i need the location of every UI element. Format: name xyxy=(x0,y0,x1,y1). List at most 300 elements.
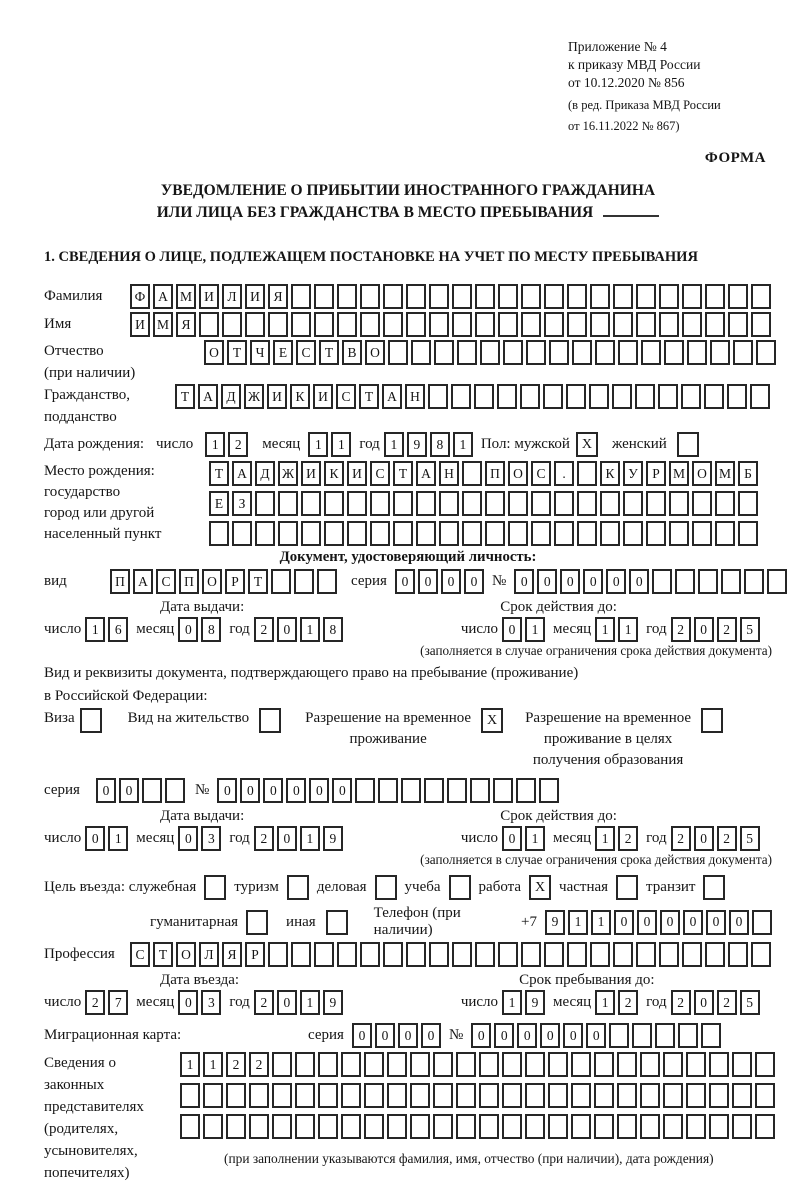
char-cell[interactable] xyxy=(738,521,758,546)
char-cell[interactable] xyxy=(209,521,229,546)
char-cell[interactable] xyxy=(474,384,494,409)
char-cell[interactable] xyxy=(337,942,357,967)
char-cell[interactable] xyxy=(433,1052,453,1077)
char-cell[interactable]: Е xyxy=(273,340,293,365)
char-cell[interactable] xyxy=(595,340,615,365)
char-cell[interactable]: 1 xyxy=(618,617,638,642)
char-cell[interactable] xyxy=(428,384,448,409)
char-cell[interactable] xyxy=(387,1083,407,1108)
char-cell[interactable] xyxy=(750,384,770,409)
char-cell[interactable]: 5 xyxy=(740,617,760,642)
char-cell[interactable] xyxy=(705,284,725,309)
char-cell[interactable] xyxy=(571,1114,591,1139)
char-cell[interactable]: С xyxy=(130,942,150,967)
char-cell[interactable] xyxy=(727,384,747,409)
char-cell[interactable] xyxy=(709,1114,729,1139)
char-cell[interactable] xyxy=(600,491,620,516)
char-cell[interactable] xyxy=(709,1083,729,1108)
char-cell[interactable] xyxy=(271,569,291,594)
char-cell[interactable]: С xyxy=(336,384,356,409)
char-cell[interactable]: 0 xyxy=(494,1023,514,1048)
char-cell[interactable] xyxy=(732,1114,752,1139)
char-cell[interactable] xyxy=(226,1114,246,1139)
char-cell[interactable]: Р xyxy=(245,942,265,967)
char-cell[interactable] xyxy=(278,491,298,516)
char-cell[interactable] xyxy=(502,1083,522,1108)
char-cell[interactable]: О xyxy=(202,569,222,594)
char-cell[interactable]: 1 xyxy=(108,826,128,851)
char-cell[interactable]: Н xyxy=(405,384,425,409)
visa-checkbox[interactable] xyxy=(80,708,102,733)
char-cell[interactable]: 0 xyxy=(332,778,352,803)
char-cell[interactable] xyxy=(360,942,380,967)
char-cell[interactable] xyxy=(594,1052,614,1077)
char-cell[interactable]: М xyxy=(176,284,196,309)
char-cell[interactable]: А xyxy=(198,384,218,409)
char-cell[interactable] xyxy=(525,1083,545,1108)
char-cell[interactable] xyxy=(255,491,275,516)
char-cell[interactable] xyxy=(692,521,712,546)
char-cell[interactable] xyxy=(355,778,375,803)
char-cell[interactable] xyxy=(715,521,735,546)
char-cell[interactable] xyxy=(222,312,242,337)
char-cell[interactable] xyxy=(272,1083,292,1108)
char-cell[interactable] xyxy=(249,1083,269,1108)
char-cell[interactable] xyxy=(456,1083,476,1108)
char-cell[interactable] xyxy=(617,1114,637,1139)
char-cell[interactable] xyxy=(508,491,528,516)
char-cell[interactable]: А xyxy=(232,461,252,486)
char-cell[interactable] xyxy=(623,521,643,546)
char-cell[interactable] xyxy=(751,284,771,309)
char-cell[interactable]: 0 xyxy=(286,778,306,803)
char-cell[interactable] xyxy=(571,1083,591,1108)
char-cell[interactable] xyxy=(245,312,265,337)
char-cell[interactable] xyxy=(387,1114,407,1139)
char-cell[interactable] xyxy=(406,942,426,967)
purpose-humanitarian-checkbox[interactable] xyxy=(246,910,268,935)
char-cell[interactable]: Л xyxy=(199,942,219,967)
char-cell[interactable]: 0 xyxy=(263,778,283,803)
char-cell[interactable]: Я xyxy=(222,942,242,967)
sex-male-checkbox[interactable]: X xyxy=(576,432,598,457)
char-cell[interactable] xyxy=(314,942,334,967)
char-cell[interactable] xyxy=(232,521,252,546)
char-cell[interactable]: К xyxy=(290,384,310,409)
char-cell[interactable]: 2 xyxy=(618,826,638,851)
char-cell[interactable]: 0 xyxy=(606,569,626,594)
char-cell[interactable]: 0 xyxy=(694,617,714,642)
char-cell[interactable]: И xyxy=(130,312,150,337)
char-cell[interactable]: Д xyxy=(255,461,275,486)
char-cell[interactable]: С xyxy=(370,461,390,486)
char-cell[interactable] xyxy=(613,942,633,967)
char-cell[interactable]: 7 xyxy=(108,990,128,1015)
char-cell[interactable] xyxy=(686,1114,706,1139)
char-cell[interactable] xyxy=(709,1052,729,1077)
char-cell[interactable] xyxy=(572,340,592,365)
char-cell[interactable] xyxy=(756,340,776,365)
char-cell[interactable]: 0 xyxy=(398,1023,418,1048)
char-cell[interactable]: 0 xyxy=(517,1023,537,1048)
char-cell[interactable] xyxy=(715,491,735,516)
char-cell[interactable]: 9 xyxy=(525,990,545,1015)
char-cell[interactable] xyxy=(480,340,500,365)
char-cell[interactable]: 0 xyxy=(563,1023,583,1048)
char-cell[interactable]: О xyxy=(176,942,196,967)
char-cell[interactable] xyxy=(272,1114,292,1139)
char-cell[interactable] xyxy=(364,1114,384,1139)
char-cell[interactable] xyxy=(544,284,564,309)
char-cell[interactable]: 0 xyxy=(464,569,484,594)
char-cell[interactable] xyxy=(571,1052,591,1077)
char-cell[interactable] xyxy=(613,312,633,337)
char-cell[interactable] xyxy=(655,1023,675,1048)
char-cell[interactable]: 0 xyxy=(583,569,603,594)
char-cell[interactable]: 1 xyxy=(300,826,320,851)
char-cell[interactable] xyxy=(479,1114,499,1139)
char-cell[interactable] xyxy=(682,942,702,967)
char-cell[interactable] xyxy=(678,1023,698,1048)
char-cell[interactable]: К xyxy=(600,461,620,486)
char-cell[interactable]: 1 xyxy=(384,432,404,457)
char-cell[interactable]: 0 xyxy=(729,910,749,935)
char-cell[interactable]: 2 xyxy=(671,617,691,642)
char-cell[interactable]: 2 xyxy=(618,990,638,1015)
char-cell[interactable]: 2 xyxy=(717,990,737,1015)
char-cell[interactable] xyxy=(301,521,321,546)
char-cell[interactable] xyxy=(531,491,551,516)
char-cell[interactable]: И xyxy=(301,461,321,486)
char-cell[interactable]: С xyxy=(296,340,316,365)
char-cell[interactable] xyxy=(475,312,495,337)
char-cell[interactable]: 1 xyxy=(591,910,611,935)
char-cell[interactable] xyxy=(347,491,367,516)
char-cell[interactable] xyxy=(728,312,748,337)
char-cell[interactable] xyxy=(203,1083,223,1108)
char-cell[interactable] xyxy=(520,384,540,409)
char-cell[interactable]: 2 xyxy=(254,617,274,642)
char-cell[interactable]: 0 xyxy=(537,569,557,594)
char-cell[interactable] xyxy=(485,491,505,516)
char-cell[interactable] xyxy=(635,384,655,409)
char-cell[interactable]: 1 xyxy=(331,432,351,457)
char-cell[interactable] xyxy=(641,340,661,365)
char-cell[interactable] xyxy=(249,1114,269,1139)
char-cell[interactable]: 3 xyxy=(201,990,221,1015)
purpose-work-checkbox[interactable]: X xyxy=(529,875,551,900)
char-cell[interactable] xyxy=(360,284,380,309)
char-cell[interactable] xyxy=(341,1052,361,1077)
char-cell[interactable] xyxy=(341,1114,361,1139)
char-cell[interactable] xyxy=(429,942,449,967)
char-cell[interactable] xyxy=(456,1114,476,1139)
char-cell[interactable] xyxy=(337,284,357,309)
char-cell[interactable] xyxy=(567,312,587,337)
char-cell[interactable] xyxy=(295,1083,315,1108)
char-cell[interactable]: 2 xyxy=(226,1052,246,1077)
char-cell[interactable] xyxy=(318,1114,338,1139)
char-cell[interactable] xyxy=(324,521,344,546)
char-cell[interactable] xyxy=(410,1052,430,1077)
char-cell[interactable] xyxy=(388,340,408,365)
char-cell[interactable]: И xyxy=(245,284,265,309)
char-cell[interactable] xyxy=(525,1114,545,1139)
char-cell[interactable] xyxy=(554,521,574,546)
char-cell[interactable]: 2 xyxy=(254,826,274,851)
char-cell[interactable] xyxy=(516,778,536,803)
char-cell[interactable] xyxy=(567,942,587,967)
char-cell[interactable]: Л xyxy=(222,284,242,309)
char-cell[interactable]: Т xyxy=(227,340,247,365)
char-cell[interactable] xyxy=(752,910,772,935)
char-cell[interactable]: И xyxy=(199,284,219,309)
char-cell[interactable] xyxy=(525,1052,545,1077)
char-cell[interactable] xyxy=(462,521,482,546)
char-cell[interactable] xyxy=(393,521,413,546)
char-cell[interactable]: 0 xyxy=(694,990,714,1015)
char-cell[interactable] xyxy=(544,942,564,967)
char-cell[interactable]: Т xyxy=(359,384,379,409)
char-cell[interactable]: 0 xyxy=(706,910,726,935)
char-cell[interactable]: 1 xyxy=(205,432,225,457)
char-cell[interactable]: 2 xyxy=(717,826,737,851)
char-cell[interactable] xyxy=(721,569,741,594)
char-cell[interactable] xyxy=(410,1083,430,1108)
char-cell[interactable] xyxy=(314,284,334,309)
char-cell[interactable]: 0 xyxy=(178,990,198,1015)
char-cell[interactable] xyxy=(498,312,518,337)
char-cell[interactable]: 5 xyxy=(740,990,760,1015)
char-cell[interactable] xyxy=(664,340,684,365)
char-cell[interactable] xyxy=(406,312,426,337)
char-cell[interactable] xyxy=(526,340,546,365)
char-cell[interactable] xyxy=(548,1083,568,1108)
char-cell[interactable]: А xyxy=(382,384,402,409)
char-cell[interactable] xyxy=(411,340,431,365)
char-cell[interactable] xyxy=(401,778,421,803)
char-cell[interactable]: 1 xyxy=(300,990,320,1015)
char-cell[interactable]: 0 xyxy=(441,569,461,594)
char-cell[interactable] xyxy=(452,284,472,309)
char-cell[interactable] xyxy=(291,284,311,309)
char-cell[interactable] xyxy=(142,778,162,803)
char-cell[interactable]: 8 xyxy=(201,617,221,642)
char-cell[interactable]: Е xyxy=(209,491,229,516)
char-cell[interactable]: 8 xyxy=(323,617,343,642)
char-cell[interactable]: П xyxy=(179,569,199,594)
char-cell[interactable]: И xyxy=(267,384,287,409)
char-cell[interactable]: 2 xyxy=(717,617,737,642)
char-cell[interactable] xyxy=(294,569,314,594)
char-cell[interactable] xyxy=(548,1114,568,1139)
char-cell[interactable] xyxy=(600,521,620,546)
char-cell[interactable]: Ч xyxy=(250,340,270,365)
char-cell[interactable] xyxy=(434,340,454,365)
char-cell[interactable] xyxy=(433,1083,453,1108)
purpose-transit-checkbox[interactable] xyxy=(703,875,725,900)
char-cell[interactable] xyxy=(640,1114,660,1139)
char-cell[interactable] xyxy=(732,1052,752,1077)
char-cell[interactable] xyxy=(590,942,610,967)
char-cell[interactable] xyxy=(686,1083,706,1108)
char-cell[interactable]: 2 xyxy=(228,432,248,457)
char-cell[interactable] xyxy=(640,1052,660,1077)
char-cell[interactable] xyxy=(521,312,541,337)
char-cell[interactable] xyxy=(452,312,472,337)
char-cell[interactable] xyxy=(439,521,459,546)
char-cell[interactable] xyxy=(659,284,679,309)
char-cell[interactable] xyxy=(646,491,666,516)
char-cell[interactable] xyxy=(705,942,725,967)
sex-female-checkbox[interactable] xyxy=(677,432,699,457)
char-cell[interactable] xyxy=(383,942,403,967)
char-cell[interactable]: Т xyxy=(175,384,195,409)
char-cell[interactable] xyxy=(701,1023,721,1048)
rvp-edu-checkbox[interactable] xyxy=(701,708,723,733)
char-cell[interactable]: 1 xyxy=(595,826,615,851)
char-cell[interactable] xyxy=(613,284,633,309)
char-cell[interactable]: 1 xyxy=(595,617,615,642)
purpose-business-checkbox[interactable] xyxy=(375,875,397,900)
char-cell[interactable] xyxy=(462,461,482,486)
char-cell[interactable]: 0 xyxy=(217,778,237,803)
char-cell[interactable] xyxy=(618,340,638,365)
char-cell[interactable] xyxy=(658,384,678,409)
char-cell[interactable] xyxy=(317,569,337,594)
char-cell[interactable]: 0 xyxy=(629,569,649,594)
purpose-other-checkbox[interactable] xyxy=(326,910,348,935)
char-cell[interactable] xyxy=(337,312,357,337)
char-cell[interactable] xyxy=(503,340,523,365)
char-cell[interactable]: Ж xyxy=(244,384,264,409)
char-cell[interactable]: 9 xyxy=(323,990,343,1015)
char-cell[interactable] xyxy=(548,1052,568,1077)
char-cell[interactable] xyxy=(521,284,541,309)
char-cell[interactable]: 0 xyxy=(514,569,534,594)
char-cell[interactable] xyxy=(669,521,689,546)
char-cell[interactable]: 0 xyxy=(502,826,522,851)
char-cell[interactable]: 0 xyxy=(178,617,198,642)
char-cell[interactable] xyxy=(318,1083,338,1108)
char-cell[interactable]: 0 xyxy=(309,778,329,803)
char-cell[interactable]: С xyxy=(156,569,176,594)
char-cell[interactable] xyxy=(180,1114,200,1139)
char-cell[interactable] xyxy=(767,569,787,594)
char-cell[interactable]: З xyxy=(232,491,252,516)
char-cell[interactable]: 0 xyxy=(660,910,680,935)
char-cell[interactable] xyxy=(751,942,771,967)
char-cell[interactable]: 0 xyxy=(375,1023,395,1048)
char-cell[interactable]: Р xyxy=(646,461,666,486)
char-cell[interactable]: П xyxy=(110,569,130,594)
residence-permit-checkbox[interactable] xyxy=(259,708,281,733)
char-cell[interactable]: 0 xyxy=(471,1023,491,1048)
char-cell[interactable]: И xyxy=(313,384,333,409)
char-cell[interactable] xyxy=(549,340,569,365)
char-cell[interactable]: 0 xyxy=(277,826,297,851)
char-cell[interactable] xyxy=(199,312,219,337)
char-cell[interactable]: . xyxy=(554,461,574,486)
char-cell[interactable] xyxy=(521,942,541,967)
char-cell[interactable]: 1 xyxy=(595,990,615,1015)
char-cell[interactable]: 0 xyxy=(418,569,438,594)
char-cell[interactable]: О xyxy=(692,461,712,486)
char-cell[interactable]: И xyxy=(347,461,367,486)
char-cell[interactable] xyxy=(744,569,764,594)
char-cell[interactable]: 0 xyxy=(683,910,703,935)
char-cell[interactable] xyxy=(675,569,695,594)
char-cell[interactable] xyxy=(590,312,610,337)
char-cell[interactable]: О xyxy=(508,461,528,486)
char-cell[interactable]: 2 xyxy=(249,1052,269,1077)
char-cell[interactable] xyxy=(314,312,334,337)
char-cell[interactable]: 0 xyxy=(85,826,105,851)
char-cell[interactable]: 0 xyxy=(540,1023,560,1048)
char-cell[interactable]: М xyxy=(153,312,173,337)
char-cell[interactable]: 0 xyxy=(560,569,580,594)
char-cell[interactable] xyxy=(433,1114,453,1139)
char-cell[interactable] xyxy=(659,312,679,337)
char-cell[interactable]: 1 xyxy=(308,432,328,457)
char-cell[interactable] xyxy=(669,491,689,516)
char-cell[interactable] xyxy=(378,778,398,803)
char-cell[interactable] xyxy=(475,284,495,309)
char-cell[interactable]: 2 xyxy=(85,990,105,1015)
char-cell[interactable] xyxy=(457,340,477,365)
char-cell[interactable] xyxy=(632,1023,652,1048)
char-cell[interactable] xyxy=(594,1114,614,1139)
char-cell[interactable] xyxy=(364,1083,384,1108)
char-cell[interactable] xyxy=(652,569,672,594)
char-cell[interactable]: 1 xyxy=(525,826,545,851)
char-cell[interactable]: 0 xyxy=(178,826,198,851)
char-cell[interactable]: 0 xyxy=(277,617,297,642)
char-cell[interactable] xyxy=(370,491,390,516)
char-cell[interactable] xyxy=(493,778,513,803)
char-cell[interactable] xyxy=(663,1083,683,1108)
purpose-private-checkbox[interactable] xyxy=(616,875,638,900)
char-cell[interactable] xyxy=(295,1114,315,1139)
char-cell[interactable]: 0 xyxy=(240,778,260,803)
char-cell[interactable]: Т xyxy=(209,461,229,486)
char-cell[interactable]: Б xyxy=(738,461,758,486)
char-cell[interactable] xyxy=(341,1083,361,1108)
char-cell[interactable] xyxy=(636,284,656,309)
char-cell[interactable] xyxy=(687,340,707,365)
char-cell[interactable] xyxy=(577,521,597,546)
char-cell[interactable]: 1 xyxy=(203,1052,223,1077)
char-cell[interactable]: 1 xyxy=(453,432,473,457)
char-cell[interactable] xyxy=(318,1052,338,1077)
char-cell[interactable]: М xyxy=(715,461,735,486)
char-cell[interactable]: 2 xyxy=(254,990,274,1015)
char-cell[interactable]: П xyxy=(485,461,505,486)
char-cell[interactable] xyxy=(640,1083,660,1108)
char-cell[interactable] xyxy=(470,778,490,803)
char-cell[interactable]: Ф xyxy=(130,284,150,309)
char-cell[interactable]: 0 xyxy=(694,826,714,851)
char-cell[interactable] xyxy=(590,284,610,309)
char-cell[interactable] xyxy=(612,384,632,409)
char-cell[interactable]: 1 xyxy=(502,990,522,1015)
char-cell[interactable]: 5 xyxy=(740,826,760,851)
char-cell[interactable] xyxy=(410,1114,430,1139)
char-cell[interactable] xyxy=(617,1083,637,1108)
char-cell[interactable] xyxy=(406,284,426,309)
char-cell[interactable]: 9 xyxy=(545,910,565,935)
char-cell[interactable] xyxy=(728,942,748,967)
